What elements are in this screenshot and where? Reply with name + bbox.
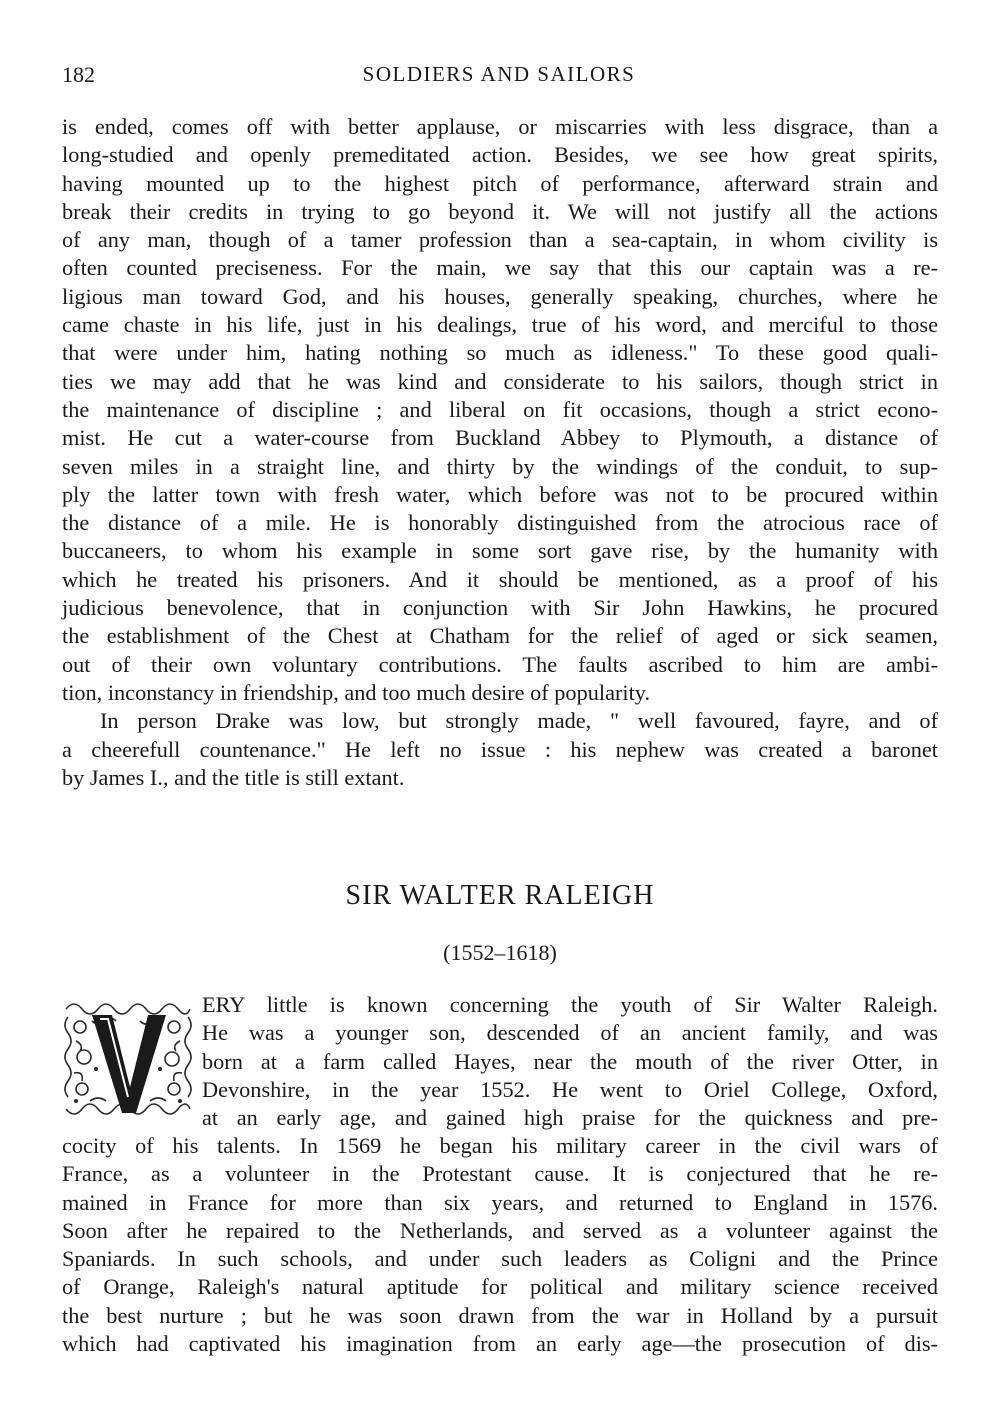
text-line: mained in France for more than six years, and returned to England in 1576. (62, 1189, 938, 1215)
ornamental-drop-cap (62, 997, 194, 1121)
text-line: break their credits in trying to go beyond it. We will not justify all the actions (62, 198, 938, 224)
text-line: Spaniards. In such schools, and under such leaders as Coligni and the Prince (62, 1246, 938, 1272)
text-line: at an early age, and gained high praise for the quickness and pre- (202, 1105, 938, 1131)
text-line: the best nurture ; but he was soon drawn from the war in Holland by a pursuit (62, 1302, 938, 1328)
section-dates: (1552–1618) (443, 940, 557, 965)
text-line: is ended, comes off with better applause, or miscarries with less disgrace, than a (62, 114, 938, 139)
text-line: which he treated his prisoners. And it should be mentioned, as a proof of his (62, 566, 938, 592)
text-line: by James I., and the title is still extant. (62, 764, 405, 790)
text-line: long-studied and openly premeditated action. Besides, we see how great spirits, (62, 142, 938, 168)
text-line: the establishment of the Chest at Chatham for the relief of aged or sick seamen, (62, 623, 938, 649)
raleigh-paragraph (62, 1132, 938, 1358)
text-line: cocity of his talents. In 1569 he began his military career in the civil wars of (62, 1133, 938, 1158)
text-line: the distance of a mile. He is honorably distinguished from the atrocious race of (62, 510, 938, 536)
text-line: seven miles in a straight line, and thirty by the windings of the conduit, to sup- (62, 453, 938, 479)
text-line: born at a farm called Hayes, near the mouth of the river Otter, in (202, 1048, 938, 1074)
text-line: of any man, though of a tamer profession than a sea-captain, in whom civility is (62, 227, 938, 253)
text-line: Devonshire, in the year 1552. He went to Oriel College, Oxford, (202, 1076, 938, 1102)
page-header (62, 62, 936, 92)
text-line: mist. He cut a water-course from Buckland Abbey to Plymouth, a distance of (62, 425, 938, 451)
text-line: ligious man toward God, and his houses, generally speaking, churches, where he (62, 283, 938, 309)
raleigh-opening-lines (202, 991, 938, 1132)
text-line: Soon after he repaired to the Netherlands, and served as a volunteer against the (62, 1217, 938, 1243)
text-line: He was a younger son, descended of an ancient family, and was (202, 1020, 938, 1046)
text-line: often counted preciseness. For the main, we say that this our captain was a re- (62, 255, 938, 281)
page-number: 182 (62, 62, 95, 87)
text-line: ties we may add that he was kind and considerate to his sailors, though strict in (62, 368, 938, 394)
text-line: ply the latter town with fresh water, which before was not to be procured within (62, 481, 938, 507)
text-line: that were under him, hating nothing so much as idleness." To these good quali- (62, 340, 938, 366)
running-head: SOLDIERS AND SAILORS (362, 62, 636, 86)
text-line: out of their own voluntary contributions. The faults ascribed to him are ambi- (62, 651, 938, 677)
section-title: SIR WALTER RALEIGH (345, 880, 655, 911)
text-line: In person Drake was low, but strongly made, " well favoured, fayre, and of (100, 708, 938, 734)
text-line: tion, inconstancy in friendship, and too much desire of popularity. (62, 679, 651, 705)
text-line: buccaneers, to whom his example in some sort gave rise, by the humanity with (62, 538, 938, 564)
text-line: judicious benevolence, that in conjunction with Sir John Hawkins, he procured (62, 595, 938, 621)
text-line: France, as a volunteer in the Protestant cause. It is conjectured that he re- (62, 1161, 938, 1187)
text-line: ERY little is known concerning the youth of Sir Walter Raleigh. (202, 992, 938, 1017)
drake-paragraph-1 (62, 113, 938, 792)
text-line: of Orange, Raleigh's natural aptitude for political and military science received (62, 1274, 938, 1300)
drop-cap-v-icon (62, 997, 194, 1121)
text-line: the maintenance of discipline ; and liberal on fit occasions, though a strict econo- (62, 396, 938, 422)
text-line: having mounted up to the highest pitch of performance, afterward strain and (62, 170, 938, 196)
text-line: a cheerefull countenance." He left no issue : his nephew was created a baronet (62, 736, 938, 762)
text-line: which had captivated his imagination from an early age—the prosecution of dis- (62, 1331, 938, 1357)
text-line: came chaste in his life, just in his dealings, true of his word, and merciful to those (62, 312, 938, 338)
